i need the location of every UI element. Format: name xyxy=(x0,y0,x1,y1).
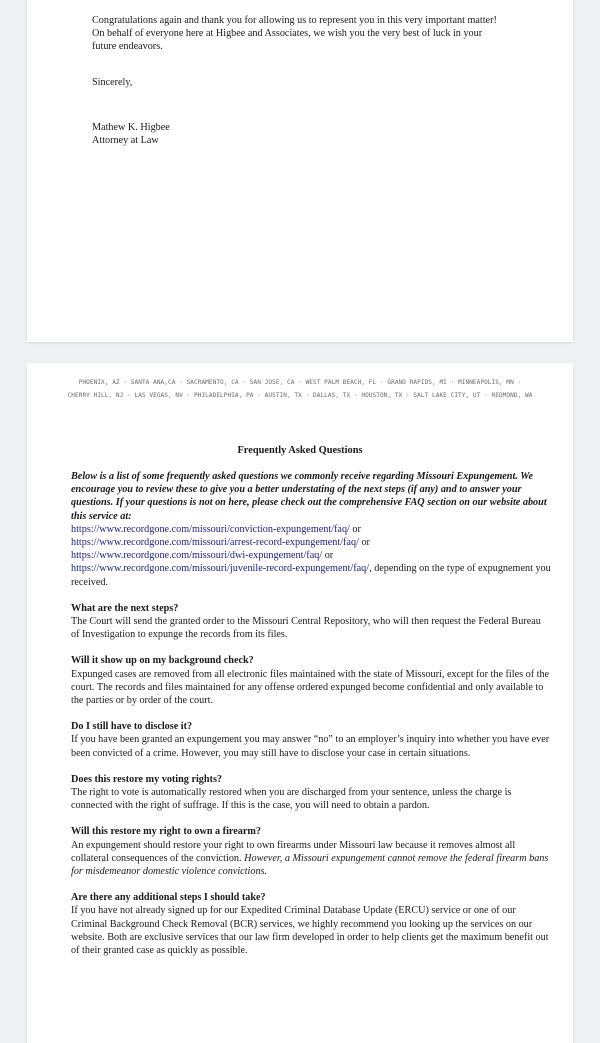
faq-link-row xyxy=(71,536,551,549)
faq-item-additional-steps xyxy=(71,891,551,957)
faq-question: Does this restore my voting rights? xyxy=(71,773,223,785)
office-locations-line-1: PHOENIX, AZ · SANTA ANA,CA · SACRAMENTO, CA · SAN JOSE, CA · WEST PALM BEACH, FL · GRAND RAPIDS, MI · MINNEAPOLIS, MN · xyxy=(78,379,522,386)
faq-answer: The right to vote is automatically restored when you are discharged from your sentence, unless the charge is connected with the right of suffrage. If this is the case, you will need to obtain a pardon. xyxy=(71,787,512,812)
closing-line-3: future endeavors. xyxy=(92,41,163,53)
link-juvenile-record-expungement-faq[interactable]: https://www.recordgone.com/missouri/juvenile-record-expungement/faq/ xyxy=(71,563,370,575)
faq-answer: Expunged cases are removed from all electronic files maintained with the state of Missouri, except for the files of the court. The records and files maintained for any offense ordered expunged become confidential and only available to the parties or by order of the court. xyxy=(71,668,550,707)
office-locations-line-2: CHERRY HILL, NJ · LAS VEGAS, NV · PHILADELPHIA, PA · AUSTIN, TX · DALLAS, TX · HOUSTON, TX · SALT LAKE CITY, UT · REDMOND, WA xyxy=(67,391,533,399)
link-suffix: or xyxy=(322,550,334,562)
faq-answer: If you have been granted an expungement you may answer “no” to an employer’s inquiry into whether you have ever been convicted of a crime. However, you may still have to disclose your case in certain situations. xyxy=(71,734,550,759)
faq-body xyxy=(71,470,551,957)
letter-page xyxy=(27,0,573,342)
letter-body xyxy=(92,14,542,147)
closing-line-2: On behalf of everyone here at Higbee and Associates, we wish you the very best of luck in your xyxy=(92,28,483,40)
faq-intro: Below is a list of some frequently asked questions we commonly receive regarding Missouri Expungement. We encourage you to review these to give you a better understating of the next steps (if any) and to answer your questions. If your questions is not on here, please check out the comprehensive FAQ section on our website about this service at: xyxy=(71,471,547,522)
faq-item-voting-rights xyxy=(71,773,551,813)
link-arrest-record-expungement-faq[interactable]: https://www.recordgone.com/missouri/arrest-record-expungement/faq/ xyxy=(71,537,359,549)
faq-link-row xyxy=(71,523,551,536)
link-conviction-expungement-faq[interactable]: https://www.recordgone.com/missouri/conviction-expungement/faq/ xyxy=(71,523,350,535)
faq-link-row xyxy=(71,549,551,562)
link-suffix: or xyxy=(349,523,361,535)
link-dwi-expungement-faq[interactable]: https://www.recordgone.com/missouri/dwi-expungement/faq/ xyxy=(71,550,323,562)
faq-answer: The Court will send the granted order to the Missouri Central Repository, who will then request the Federal Bureau of Investigation to expunge the records from its files. xyxy=(71,616,541,641)
faq-answer-text: An expungement should restore your right to own firearms under Missouri law because it removes almost all collateral consequences of the conviction. xyxy=(71,839,516,864)
faq-item-disclose xyxy=(71,720,551,760)
closing-line-1: Congratulations again and thank you for allowing us to represent you in this very important matter! xyxy=(92,15,497,26)
faq-item-firearm xyxy=(71,825,551,878)
faq-answer-italic: However, a Missouri expungement cannot remove the federal firearm bans for misdemeanor domestic violence convictions. xyxy=(71,852,549,878)
signer-title: Attorney at Law xyxy=(92,135,159,147)
faq-question: Will this restore my right to own a firearm? xyxy=(71,826,261,838)
faq-question: Will it show up on my background check? xyxy=(71,655,254,667)
valediction: Sincerely, xyxy=(92,76,133,88)
faq-item-background-check xyxy=(71,654,551,707)
faq-page xyxy=(27,363,573,1043)
office-locations xyxy=(27,377,573,402)
faq-link-row xyxy=(71,562,551,588)
faq-question: What are the next steps? xyxy=(71,602,179,614)
faq-answer: If you have not already signed up for our Expedited Criminal Database Update (ERCU) service or one of our Criminal Background Check Removal (BCR) services, we highly recommend you looking up the services on our website. Both are exclusive services that our law firm developed in order to help clients get the maximum benefit out of their granted case as quickly as possible. xyxy=(71,905,549,957)
faq-question: Are there any additional steps I should take? xyxy=(71,892,266,904)
faq-links xyxy=(71,523,551,589)
faq-title: Frequently Asked Questions xyxy=(237,445,363,456)
faq-item-next-steps xyxy=(71,602,551,642)
link-suffix: or xyxy=(358,537,370,549)
faq-answer xyxy=(71,839,551,879)
signer-name: Mathew K. Higbee xyxy=(92,121,170,133)
faq-question: Do I still have to disclose it? xyxy=(71,721,193,733)
closing-paragraph xyxy=(92,14,542,54)
link-suffix: , depending on the type of expugnement you received. xyxy=(71,563,551,588)
